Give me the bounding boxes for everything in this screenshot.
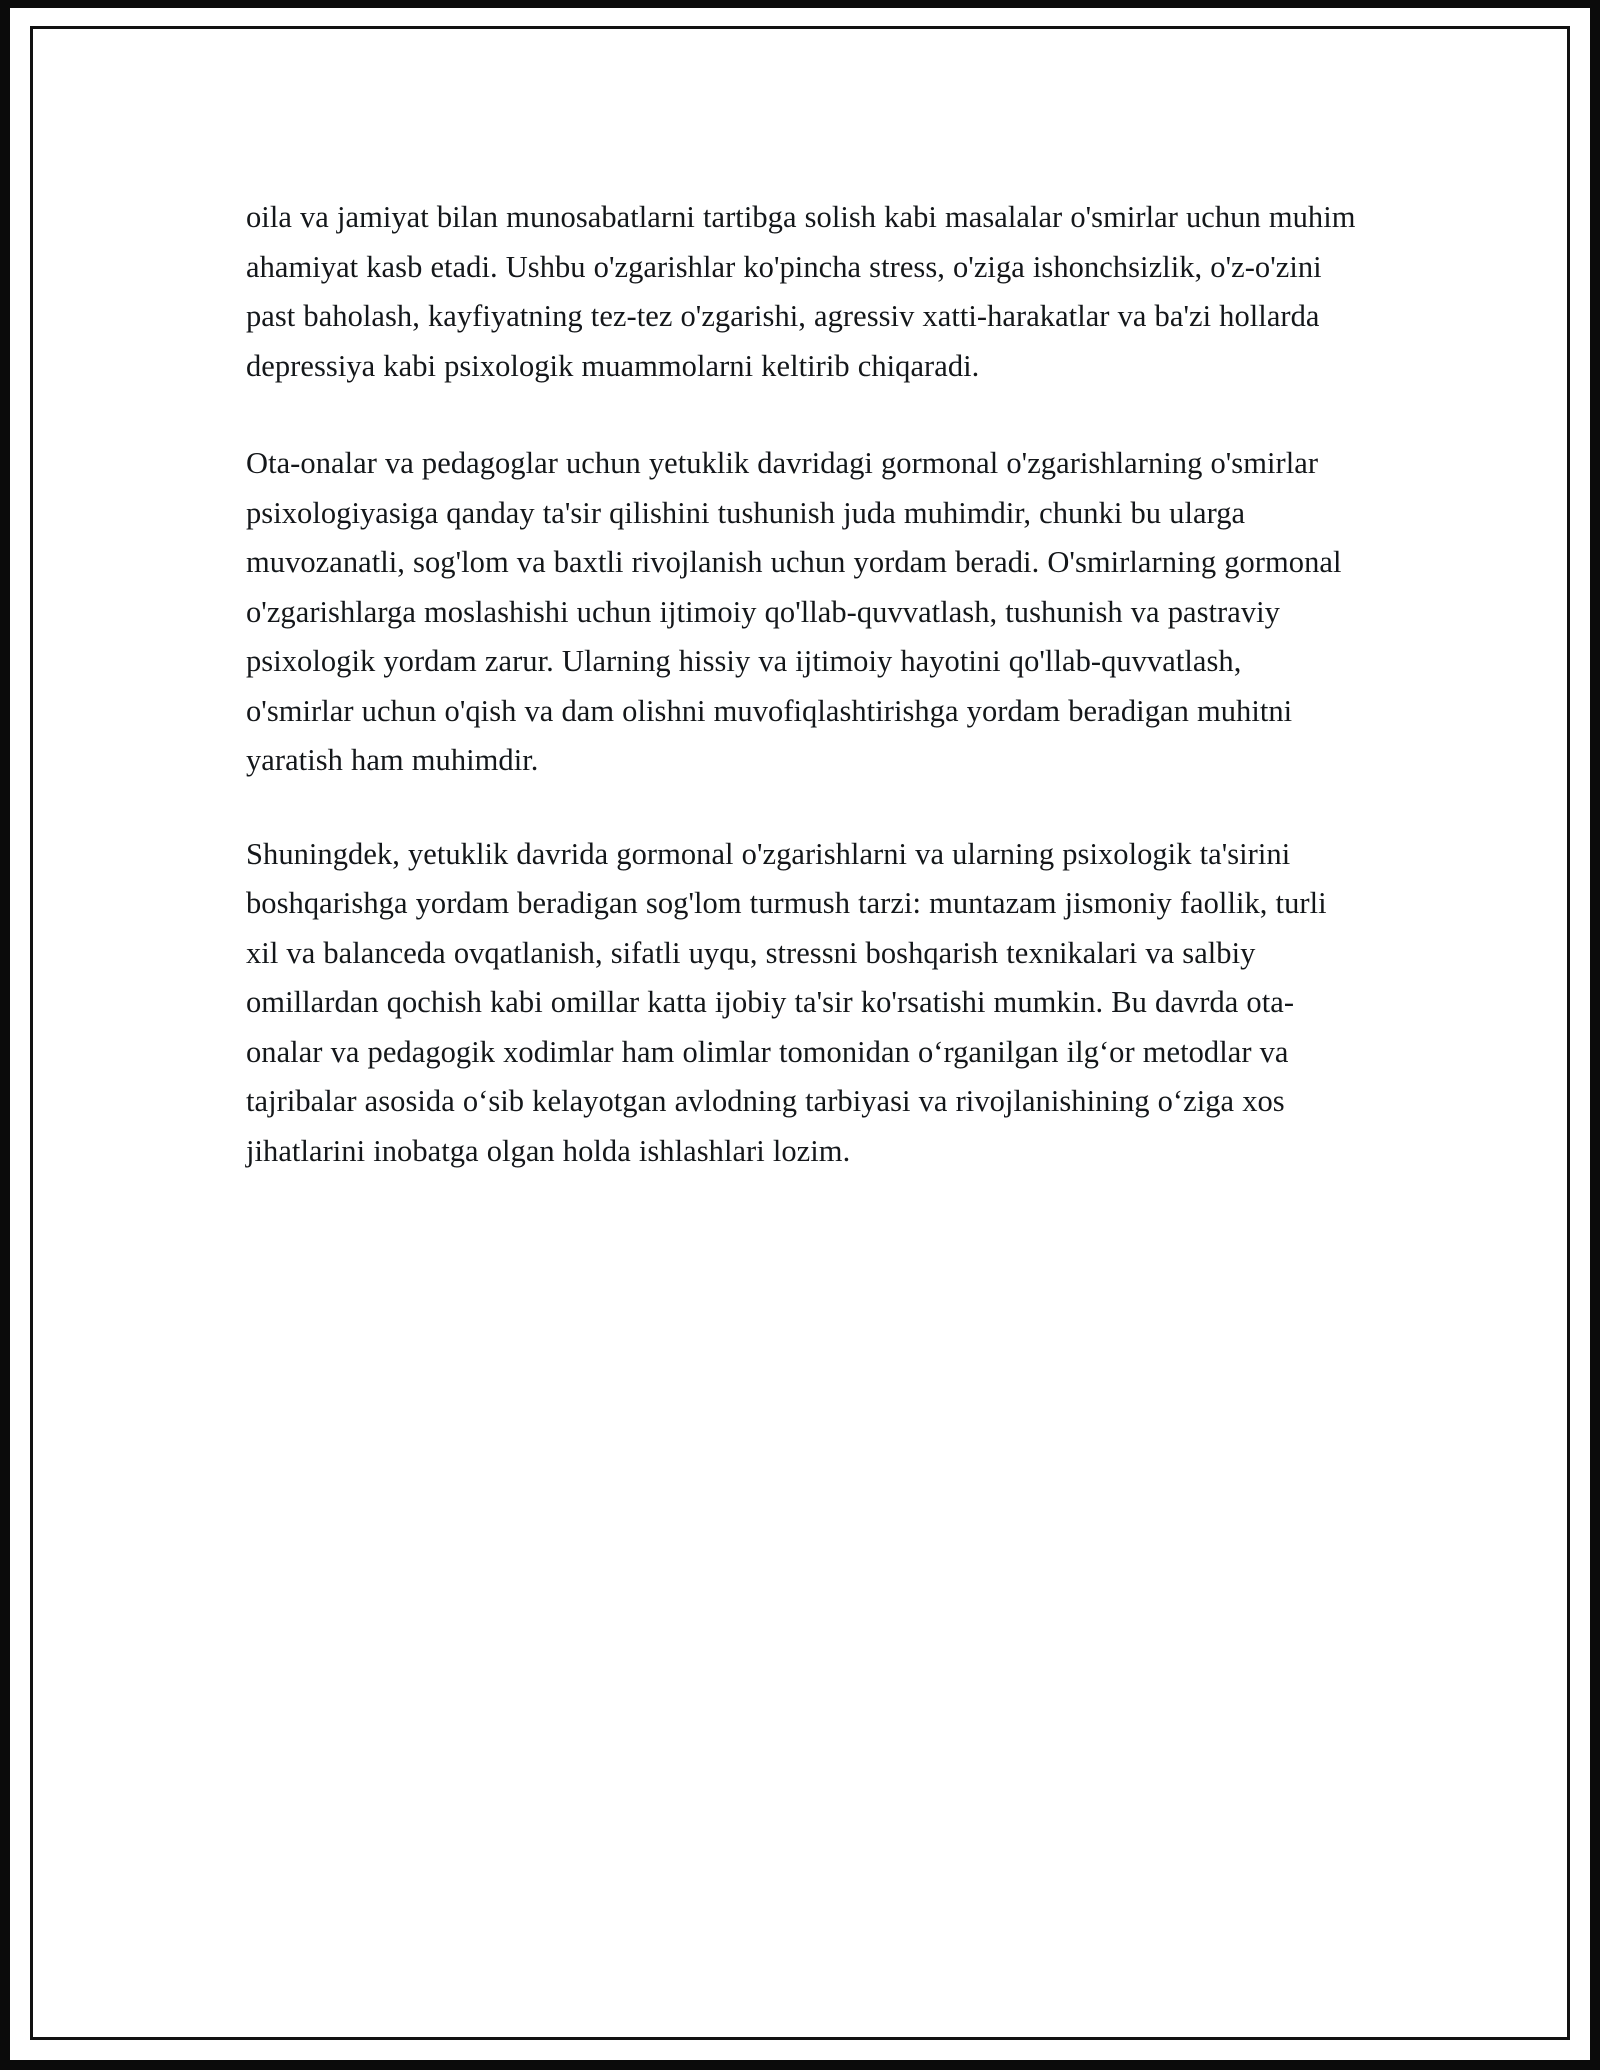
- document-page: [30, 26, 1570, 2040]
- body-paragraph-1: oila va jamiyat bilan munosabatlarni tartibga solish kabi masalalar o'smirlar uchun muhim ahamiyat kasb etadi. Ushbu o'zgarishlar ko'pincha stress, o'ziga ishonchsizlik, o'z-o'zini past baholash, kayfiyatning tez-tez o'zgarishi, agressiv xatti-harakatlar va ba'zi hollarda depressiya kabi psixologik muammolarni keltirib chiqaradi.: [246, 200, 1356, 383]
- body-paragraph-3: Shuningdek, yetuklik davrida gormonal o'zgarishlarni va ularning psixologik ta'sirini boshqarishga yordam beradigan sog'lom turmush tarzi: muntazam jismoniy faollik, turli xil va balanceda ovqatlanish, sifatli uyqu, stressni boshqarish texnikalari va salbiy omillardan qochish kabi omillar katta ijobiy ta'sir ko'rsatishi mumkin. Bu davrda ota-onalar va pedagogik xodimlar ham olimlar tomonidan o‘rganilgan ilg‘or metodlar va tajribalar asosida o‘sib kelayotgan avlodning tarbiyasi va rivojlanishining o‘ziga xos jihatlarini inobatga olgan holda ishlashlari lozim.: [246, 836, 1327, 1168]
- body-paragraph-2: Ota-onalar va pedagoglar uchun yetuklik davridagi gormonal o'zgarishlarning o'smirlar psixologiyasiga qanday ta'sir qilishini tushunish juda muhimdir, chunki bu ularga muvozanatli, sog'lom va baxtli rivojlanish uchun yordam beradi. O'smirlarning gormonal o'zgarishlarga moslashishi uchun ijtimoiy qo'llab-quvvatlash, tushunish va pastraviy psixologik yordam zarur. Ularning hissiy va ijtimoiy hayotini qo'llab-quvvatlash, o'smirlar uchun o'qish va dam olishni muvofiqlashtirishga yordam beradigan muhitni yaratish ham muhimdir.: [246, 446, 1342, 777]
- text-column: [246, 193, 1356, 1176]
- page-margin-gap: [10, 8, 1590, 2060]
